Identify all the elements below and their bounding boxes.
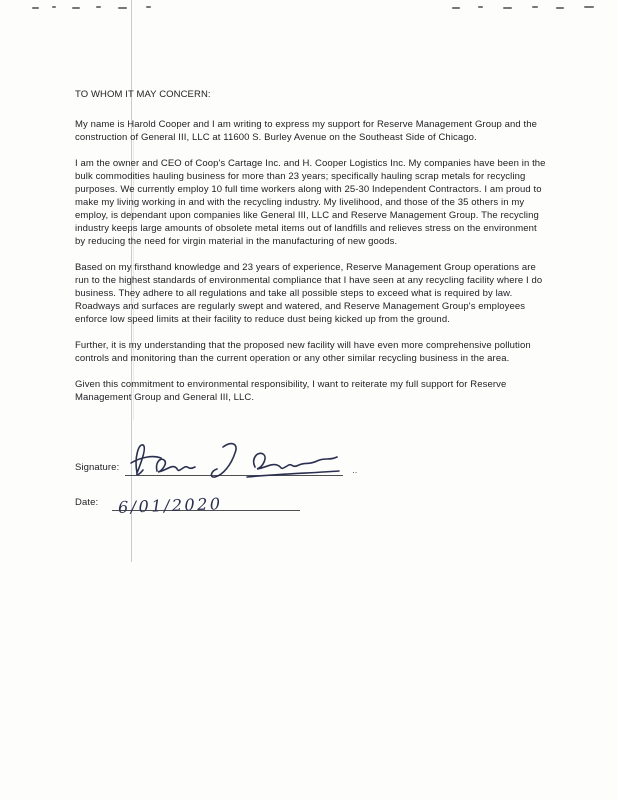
scan-mark: [452, 7, 460, 9]
scan-mark: [118, 7, 127, 9]
salutation: TO WHOM IT MAY CONCERN:: [75, 89, 211, 100]
signature-line: [125, 437, 358, 476]
paragraph-intro: My name is Harold Cooper and I am writing to express my support for Reserve Management Group and the construction of General III, LLC at 11600 S. Burley Avenue on the Southeast Side of Chicago.: [75, 119, 537, 143]
scan-mark: [96, 6, 101, 8]
scan-mark: [532, 6, 538, 8]
scan-mark: [584, 6, 594, 8]
date-label: Date:: [75, 497, 99, 508]
paragraph-new-facility: Further, it is my understanding that the proposed new facility will have even more comprehensive pollution controls and monitoring than the current operation or any other similar recycling business in the area.: [75, 340, 531, 364]
scan-mark: [503, 7, 512, 9]
scan-artifacts: [0, 0, 618, 16]
scan-mark: [478, 6, 483, 8]
signature-label: Signature:: [75, 462, 120, 473]
date-row: [75, 485, 547, 517]
letter-body: [75, 88, 547, 517]
date-line: [112, 484, 300, 517]
scan-dots: ..: [352, 465, 358, 475]
signature-row: [75, 438, 547, 476]
scan-mark: [556, 7, 564, 9]
paragraph-business: I am the owner and CEO of Coop's Cartage Inc. and H. Cooper Logistics Inc. My companies have been in the bulk commodities hauling business for more than 23 years; specifically hauling scrap metals for recycling purposes. We currently employ 10 full time workers along with 25-30 Independent Contractors. I am proud to make my living working in and with the recycling industry. My livelihood, and those of the 35 others in my employ, is dependant upon companies like General III, LLC and Reserve Management Group. The recycling industry keeps large amounts of obsolete metal items out of landfills and relieves stress on the environment by reducing the need for virgin material in the manufacturing of new goods.: [75, 158, 546, 247]
paragraph-closing: Given this commitment to environmental responsibility, I want to reiterate my full support for Reserve Management Group and General III, LLC.: [75, 379, 507, 403]
scan-mark: [52, 6, 56, 8]
handwritten-date: 6/01/2020: [117, 494, 224, 517]
scan-mark: [146, 6, 151, 8]
paragraph-compliance: Based on my firsthand knowledge and 23 years of experience, Reserve Management Group operations are run to the highest standards of environmental compliance that I have seen at any recycling facility where I do business. They adhere to all regulations and take all possible steps to exceed what is required by law. Roadways and surfaces are regularly swept and watered, and Reserve Management Group's employees enforce low speed limits at their facility to reduce dust being kicked up from the ground.: [75, 262, 543, 325]
scan-mark: [32, 7, 39, 9]
scan-mark: [72, 7, 80, 9]
signature-block: [75, 438, 547, 517]
signature-handwriting-icon: [127, 437, 341, 481]
